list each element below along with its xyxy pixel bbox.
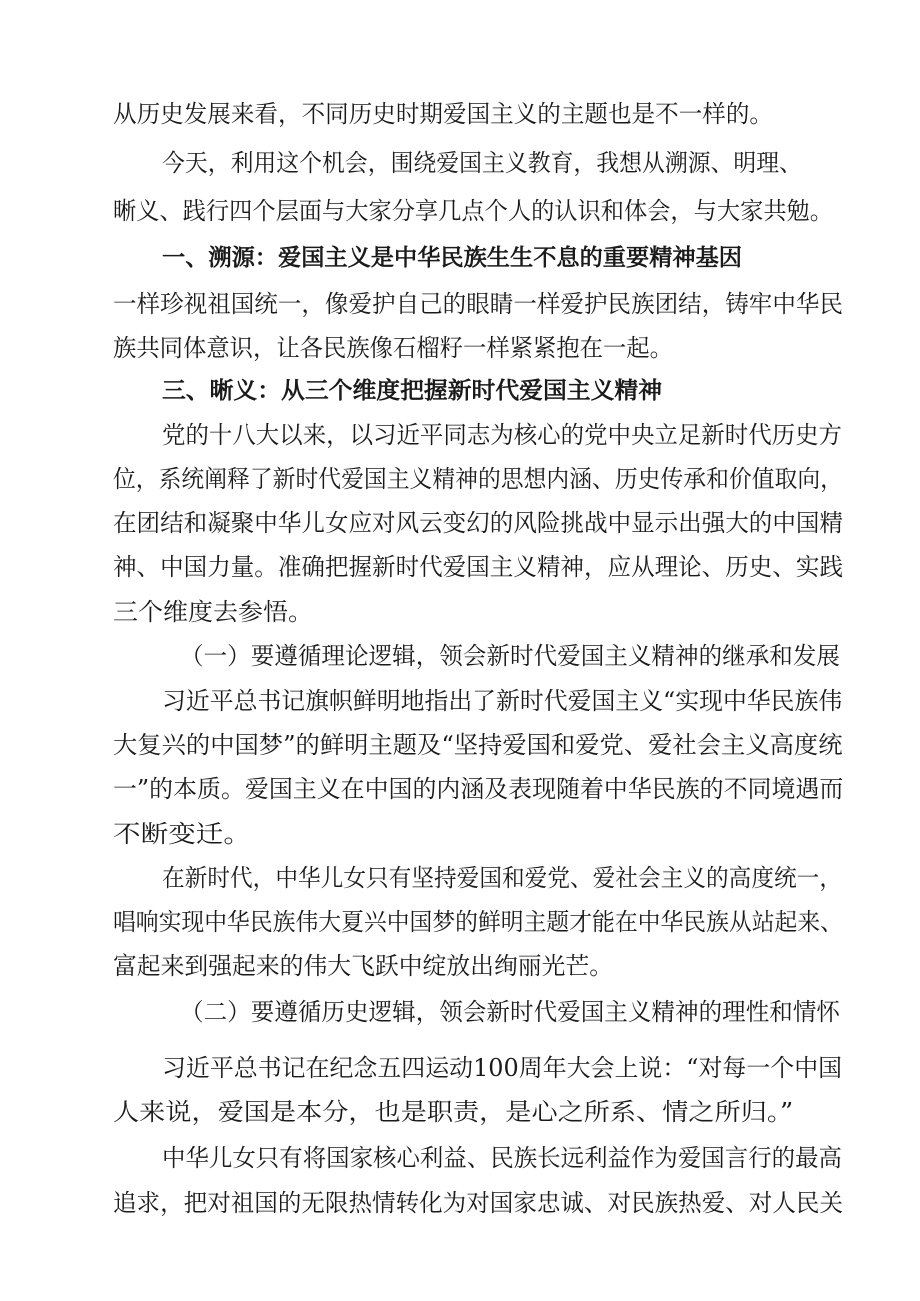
paragraph-line: 大复兴的中国梦”的鲜明主题及“坚持爱国和爱党、爱社会主义高度统 [113,731,843,759]
paragraph-line: 神、中国力量。准确把握新时代爱国主义精神，应从理论、历史、实践 [113,553,843,581]
paragraph-line: 追求，把对祖国的无限热情转化为对国家忠诚、对民族热爱、对人民关 [113,1189,843,1217]
section-heading: 三、晰义：从三个维度把握新时代爱国主义精神 [162,378,662,404]
paragraph-line: 习近平总书记在纪念五四运动100周年大会上说：“对每一个中国 [162,1054,843,1082]
paragraph-line: 在团结和凝聚中华儿女应对风云变幻的风险挑战中显示出强大的中国精 [113,509,843,537]
subsection-heading: （一）要遵循理论逻辑，领会新时代爱国主义精神的继承和发展 [180,642,840,670]
paragraph-line: 唱响实现中华民族伟大夏兴中国梦的鲜明主题才能在中华民族从站起来、 [113,908,843,936]
paragraph-line: 人来说，爱国是本分，也是职责，是心之所系、情之所归。” [113,1098,794,1126]
paragraph-line: 中华儿女只有将国家核心利益、民族长远利益作为爱国言行的最高 [162,1144,842,1172]
paragraph-line: 在新时代，中华儿女只有坚持爱国和爱党、爱社会主义的高度统一， [162,864,842,892]
paragraph-line: 位，系统阐释了新时代爱国主义精神的思想内涵、历史传承和价值取向， [113,465,843,493]
section-heading: 一、溯源：爱国主义是中华民族生生不息的重要精神基因 [162,245,742,271]
paragraph-line: 习近平总书记旗帜鲜明地指出了新时代爱国主义“实现中华民族伟 [162,687,843,715]
paragraph-line: 今天，利用这个机会，围绕爱国主义教育，我想从溯源、明理、 [162,149,802,177]
paragraph-line: 三个维度去参悟。 [113,598,313,626]
paragraph-line: 一样珍视祖国统一，像爱护自己的眼睛一样爱护民族团结，铸牢中华民 [113,290,843,318]
subsection-heading: （二）要遵循历史逻辑，领会新时代爱国主义精神的理性和情怀 [180,998,840,1026]
paragraph-line: 从历史发展来看，不同历史时期爱国主义的主题也是不一样的。 [113,100,773,128]
paragraph-line: 党的十八大以来，以习近平同志为核心的党中央立足新时代历史方 [162,421,842,449]
paragraph-line: 富起来到强起来的伟大飞跃中绽放出绚丽光芒。 [113,952,613,980]
paragraph-line: 一”的本质。爱国主义在中国的内涵及表现随着中华民族的不同境遇而 [113,775,844,803]
paragraph-line: 族共同体意识，让各民族像石榴籽一样紧紧抱在一起。 [113,334,673,362]
paragraph-line: 晰义、践行四个层面与大家分享几点个人的认识和体会，与大家共勉。 [113,197,833,225]
paragraph-line: 不断变迁。 [113,820,251,848]
